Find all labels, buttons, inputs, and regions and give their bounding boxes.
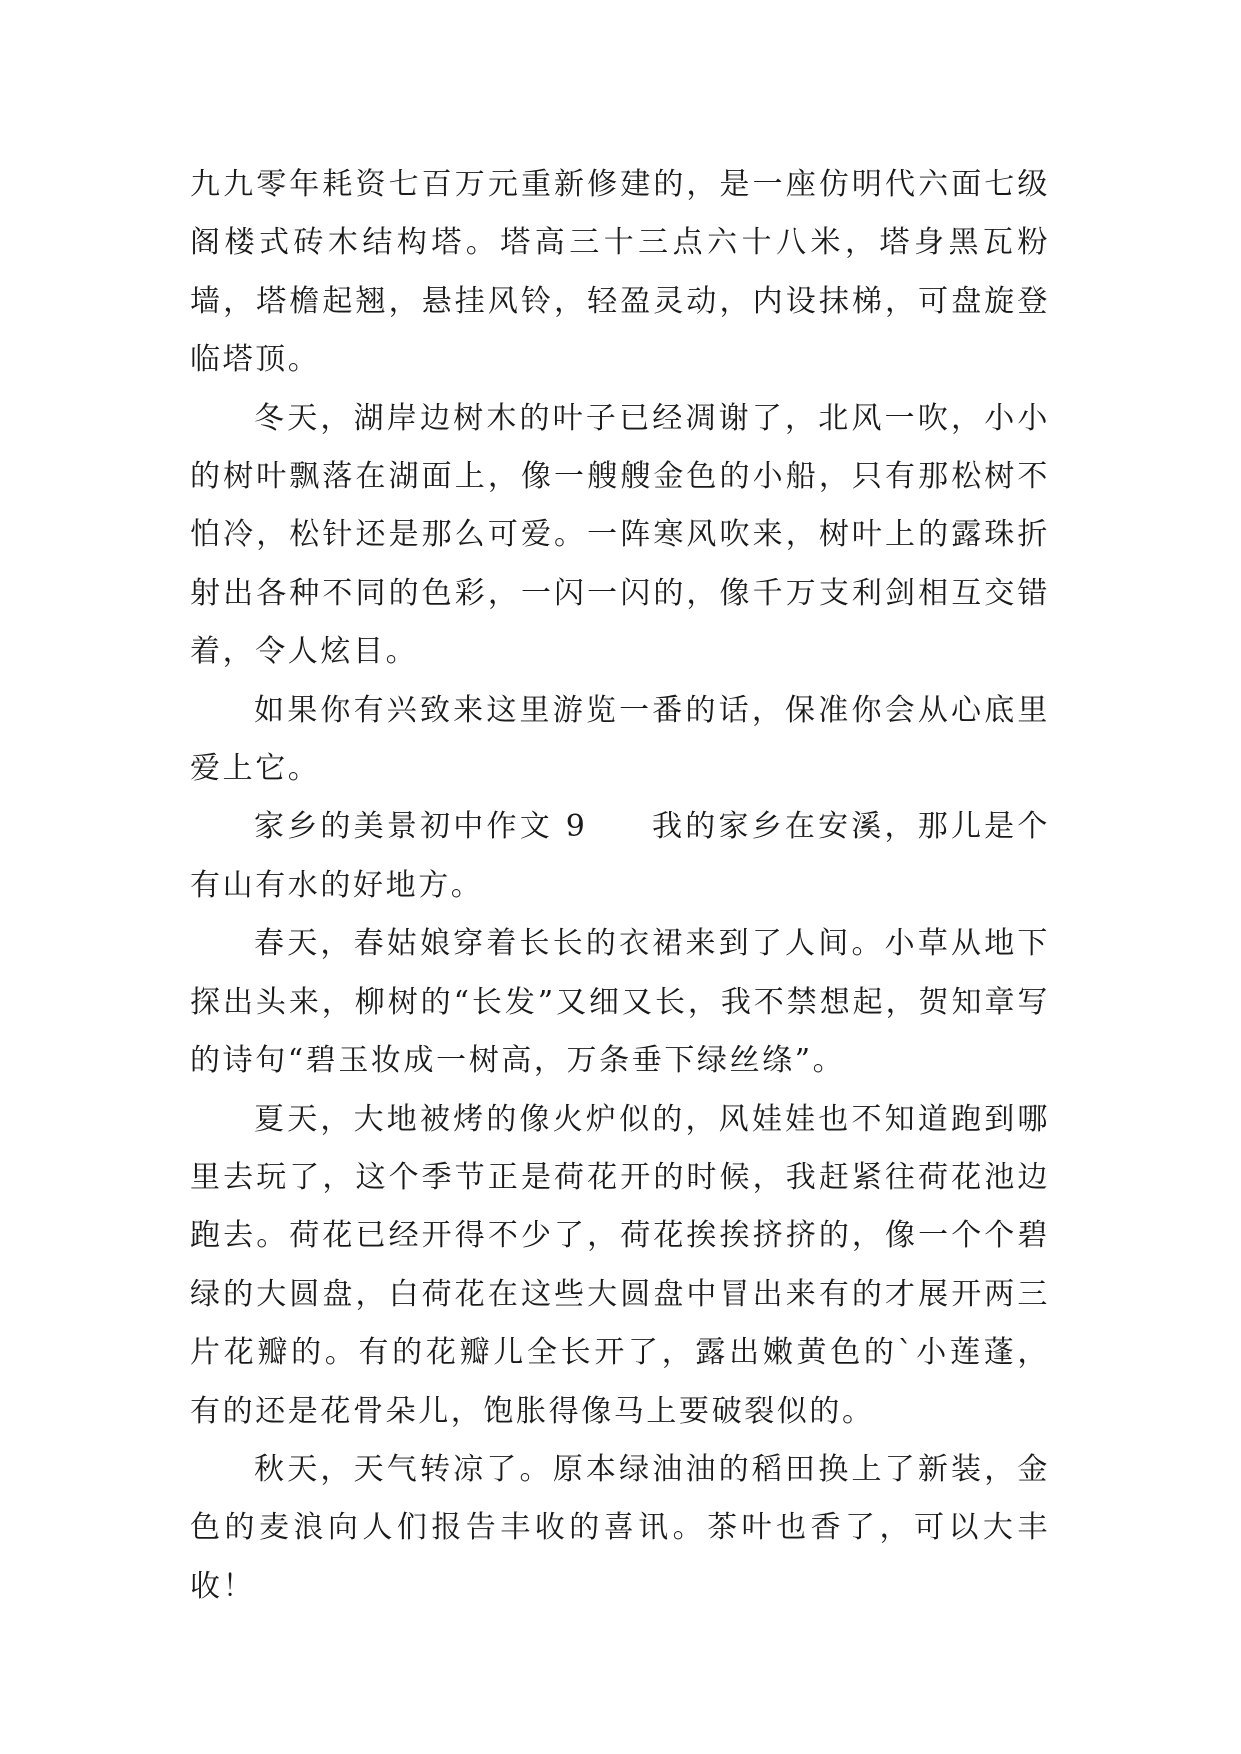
essay-title: 家乡的美景初中作文 9 — [254, 809, 588, 845]
essay-intro-text: 我的家乡在安溪，那儿是个有山有水的好地方。 — [190, 809, 1050, 903]
paragraph-essay-9-intro — [190, 798, 1050, 915]
paragraph-pagoda: 九九零年耗资七百万元重新修建的，是一座仿明代六面七级阁楼式砖木结构塔。塔高三十三点六十八米，塔身黑瓦粉墙，塔檐起翘，悬挂风铃，轻盈灵动，内设抹梯，可盘旋登临塔顶。 — [190, 167, 1050, 378]
paragraph-summer: 夏天，大地被烤的像火炉似的，风娃娃也不知道跑到哪里去玩了，这个季节正是荷花开的时候，我赶紧往荷花池边跑去。荷花已经开得不少了，荷花挨挨挤挤的，像一个个碧绿的大圆盘，白荷花在这些大圆盘中冒出来有的才展开两三片花瓣的。有的花瓣儿全长开了，露出嫩黄色的`小莲蓬，有的还是花骨朵儿，饱胀得像马上要破裂似的。 — [190, 1101, 1050, 1429]
document-page — [190, 156, 1050, 1616]
paragraph-winter: 冬天，湖岸边树木的叶子已经凋谢了，北风一吹，小小的树叶飘落在湖面上，像一艘艘金色的小船，只有那松树不怕冷，松针还是那么可爱。一阵寒风吹来，树叶上的露珠折射出各种不同的色彩，一闪一闪的，像千万支利剑相互交错着，令人炫目。 — [190, 400, 1050, 670]
paragraph-spring: 春天，春姑娘穿着长长的衣裙来到了人间。小草从地下探出头来，柳树的“长发”又细又长，我不禁想起，贺知章写的诗句“碧玉妆成一树高，万条垂下绿丝绦”。 — [190, 926, 1050, 1079]
paragraph-invitation: 如果你有兴致来这里游览一番的话，保准你会从心底里爱上它。 — [190, 692, 1050, 787]
paragraph-autumn: 秋天，天气转凉了。原本绿油油的稻田换上了新装，金色的麦浪向人们报告丰收的喜讯。茶叶也香了，可以大丰收！ — [190, 1451, 1050, 1604]
